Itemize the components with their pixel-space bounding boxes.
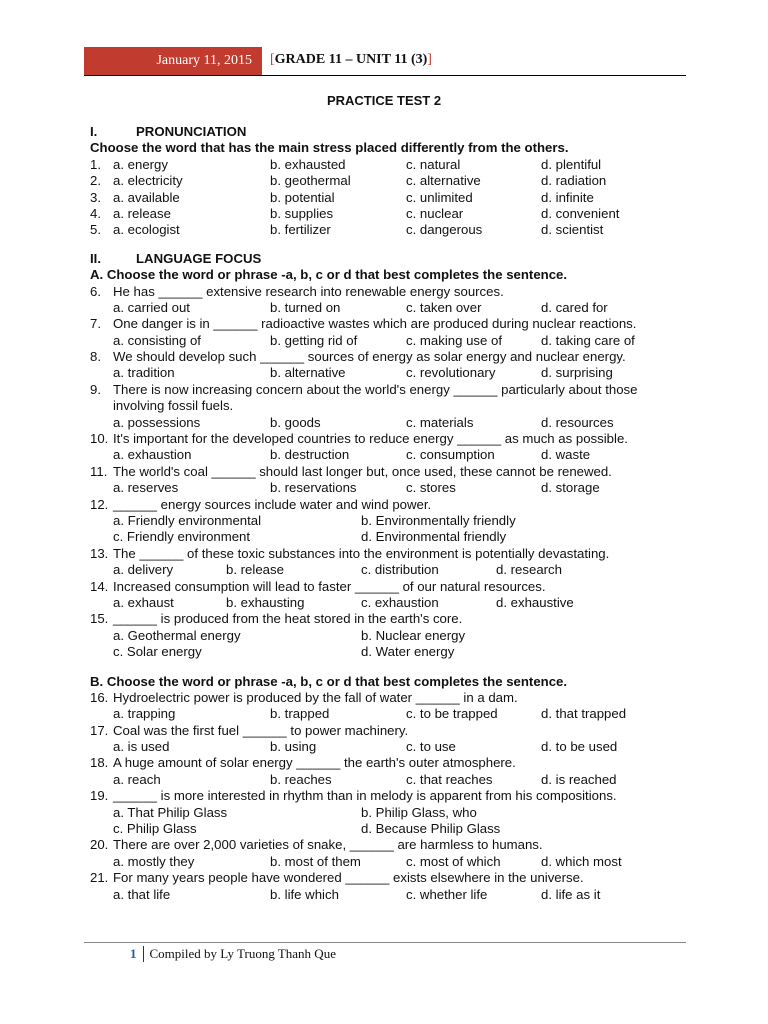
question-number: 11. <box>90 463 108 479</box>
page-header <box>84 47 686 76</box>
option-a: a. reach <box>113 771 161 787</box>
question-number: 7. <box>90 316 101 332</box>
header-title-block <box>270 52 432 68</box>
footer-credit: Compiled by Ly Truong Thanh Que <box>149 946 336 961</box>
question-stem <box>90 579 680 595</box>
option-b: b. Philip Glass, who <box>361 804 477 820</box>
option-b: b. reservations <box>270 480 357 496</box>
options-row <box>90 706 680 722</box>
section-number: II. <box>90 250 101 266</box>
option-a: a. available <box>113 189 180 205</box>
question-stem <box>90 316 680 332</box>
page-footer <box>130 946 336 962</box>
question-stem <box>90 755 680 771</box>
question-number: 16. <box>90 689 109 705</box>
option-b: b. getting rid of <box>270 332 358 348</box>
options-row <box>90 772 680 788</box>
option-b: b. Nuclear energy <box>361 627 466 643</box>
option-a: a. that life <box>113 886 171 902</box>
question-number: 13. <box>90 545 109 561</box>
question-number: 1. <box>90 156 101 172</box>
option-a: a. possessions <box>113 414 201 430</box>
question-number: 20. <box>90 837 109 853</box>
option-a: a. ecologist <box>113 222 180 238</box>
option-b: b. exhausted <box>270 156 346 172</box>
question-stem <box>90 611 680 627</box>
option-c: c. Friendly environment <box>113 529 251 545</box>
question-stem <box>90 497 680 513</box>
question-row <box>90 157 680 173</box>
question-text: We should develop such ______ sources of energy as solar energy and nuclear energy. <box>113 349 626 365</box>
bracket-open: [ <box>270 52 275 67</box>
options-row <box>90 333 680 349</box>
section-title: PRONUNCIATION <box>136 124 247 139</box>
option-d: d. waste <box>541 447 591 463</box>
question-row <box>90 206 680 222</box>
options-row <box>90 644 680 660</box>
question-text: A huge amount of solar energy ______ the earth's outer atmosphere. <box>113 755 516 771</box>
question-text: For many years people have wondered ______ exists elsewhere in the universe. <box>113 870 584 886</box>
option-d: d. life as it <box>541 886 601 902</box>
option-d: d. research <box>496 562 562 578</box>
option-c: c. unlimited <box>406 189 473 205</box>
option-c: c. dangerous <box>406 222 483 238</box>
question-stem <box>90 870 680 886</box>
option-d: d. convenient <box>541 205 620 221</box>
section-heading <box>90 124 680 140</box>
option-b: b. life which <box>270 886 339 902</box>
question-text: ______ is more interested in rhythm than in melody is apparent from his compositions. <box>113 788 617 804</box>
option-c: c. making use of <box>406 332 503 348</box>
question-number: 17. <box>90 722 109 738</box>
option-d: d. that trapped <box>541 706 627 722</box>
option-d: d. cared for <box>541 299 608 315</box>
question-row <box>90 190 680 206</box>
question-number: 12. <box>90 496 109 512</box>
question-text: He has ______ extensive research into renewable energy sources. <box>113 283 504 299</box>
options-row <box>90 480 680 496</box>
question-number: 4. <box>90 205 101 221</box>
option-d: d. radiation <box>541 173 607 189</box>
question-text: ______ is produced from the heat stored in the earth's core. <box>113 611 463 627</box>
option-d: d. exhaustive <box>496 594 574 610</box>
option-c: c. exhaustion <box>361 594 439 610</box>
question-stem <box>90 723 680 739</box>
test-content <box>90 124 680 903</box>
option-c: c. Solar energy <box>113 644 202 660</box>
option-a: a. energy <box>113 156 168 172</box>
header-title: GRADE 11 – UNIT 11 (3) <box>274 52 428 67</box>
question-stem <box>90 349 680 365</box>
question-number: 15. <box>90 611 109 627</box>
question-row <box>90 173 680 189</box>
option-b: b. most of them <box>270 853 361 869</box>
question-stem <box>90 382 680 398</box>
option-a: a. carried out <box>113 299 190 315</box>
option-d: d. is reached <box>541 771 617 787</box>
question-number: 21. <box>90 870 109 886</box>
option-b: b. supplies <box>270 205 334 221</box>
option-c: c. most of which <box>406 853 501 869</box>
question-stem-continued <box>90 398 680 414</box>
option-d: d. Environmental friendly <box>361 529 507 545</box>
question-text: ______ energy sources include water and wind power. <box>113 496 432 512</box>
option-a: a. That Philip Glass <box>113 804 228 820</box>
option-b: b. fertilizer <box>270 222 331 238</box>
option-b: b. geothermal <box>270 173 351 189</box>
option-a: a. mostly they <box>113 853 195 869</box>
option-c: c. to use <box>406 739 456 755</box>
question-number: 10. <box>90 431 109 447</box>
options-row <box>90 854 680 870</box>
option-c: c. consumption <box>406 447 495 463</box>
option-a: a. is used <box>113 739 170 755</box>
option-d: d. storage <box>541 480 600 496</box>
question-stem <box>90 837 680 853</box>
question-number: 18. <box>90 755 109 771</box>
footer-divider <box>84 942 686 943</box>
option-a: a. tradition <box>113 365 175 381</box>
option-a: a. exhaust <box>113 594 174 610</box>
option-d: d. surprising <box>541 365 613 381</box>
test-title: PRACTICE TEST 2 <box>326 93 442 108</box>
options-row <box>90 415 680 431</box>
question-text: The world's coal ______ should last longer but, once used, these cannot be renewed. <box>113 463 612 479</box>
option-c: c. nuclear <box>406 205 464 221</box>
option-b: b. exhausting <box>226 594 305 610</box>
option-a: a. Geothermal energy <box>113 627 241 643</box>
option-a: a. delivery <box>113 562 174 578</box>
question-stem <box>90 431 680 447</box>
question-number: 19. <box>90 788 109 804</box>
section-heading <box>90 251 680 267</box>
option-c: c. that reaches <box>406 771 493 787</box>
options-row <box>90 628 680 644</box>
options-row <box>90 821 680 837</box>
question-text: Coal was the first fuel ______ to power machinery. <box>113 722 409 738</box>
option-a: a. consisting of <box>113 332 201 348</box>
option-c: c. natural <box>406 156 461 172</box>
question-text-continued: involving fossil fuels. <box>113 398 234 414</box>
question-text: It's important for the developed countries to reduce energy ______ as much as possible. <box>113 431 628 447</box>
option-d: d. Because Philip Glass <box>361 821 501 837</box>
section-number: I. <box>90 124 98 139</box>
option-c: c. revolutionary <box>406 365 496 381</box>
question-text: Increased consumption will lead to faster ______ of our natural resources. <box>113 578 546 594</box>
option-c: c. taken over <box>406 299 482 315</box>
option-d: d. to be used <box>541 739 618 755</box>
option-b: b. potential <box>270 189 335 205</box>
section-title: LANGUAGE FOCUS <box>136 250 262 266</box>
option-d: d. Water energy <box>361 644 455 660</box>
option-c: c. Philip Glass <box>113 821 197 837</box>
bracket-close: ] <box>427 52 432 67</box>
question-stem <box>90 546 680 562</box>
option-a: a. electricity <box>113 173 183 189</box>
question-stem <box>90 464 680 480</box>
options-row <box>90 595 680 611</box>
option-b: b. alternative <box>270 365 346 381</box>
option-b: b. reaches <box>270 771 332 787</box>
question-text: There is now increasing concern about the world's energy ______ particularly about those <box>113 381 638 397</box>
question-number: 6. <box>90 283 101 299</box>
options-row <box>90 805 680 821</box>
question-number: 8. <box>90 349 101 365</box>
option-b: b. goods <box>270 414 321 430</box>
option-a: a. release <box>113 205 171 221</box>
option-b: b. destruction <box>270 447 350 463</box>
options-row <box>90 513 680 529</box>
option-b: b. Environmentally friendly <box>361 512 516 528</box>
option-d: d. scientist <box>541 222 604 238</box>
question-number: 9. <box>90 381 101 397</box>
question-number: 3. <box>90 189 101 205</box>
part-b-instruction: B. Choose the word or phrase -a, b, c or d that best completes the sentence. <box>90 673 568 689</box>
options-row <box>90 447 680 463</box>
options-row <box>90 739 680 755</box>
option-a: a. reserves <box>113 480 179 496</box>
page-number: 1 <box>130 946 144 962</box>
question-number: 5. <box>90 222 101 238</box>
options-row <box>90 887 680 903</box>
option-d: d. plentiful <box>541 156 602 172</box>
part-a-instruction: A. Choose the word or phrase -a, b, c or d that best completes the sentence. <box>90 267 568 283</box>
question-number: 14. <box>90 578 109 594</box>
option-d: d. which most <box>541 853 622 869</box>
question-row <box>90 222 680 238</box>
question-stem <box>90 284 680 300</box>
option-d: d. taking care of <box>541 332 635 348</box>
options-row <box>90 562 680 578</box>
option-c: c. materials <box>406 414 474 430</box>
question-text: Hydroelectric power is produced by the fall of water ______ in a dam. <box>113 689 518 705</box>
option-a: a. Friendly environmental <box>113 512 262 528</box>
option-c: c. alternative <box>406 173 481 189</box>
options-row <box>90 365 680 381</box>
option-b: b. using <box>270 739 317 755</box>
question-number: 2. <box>90 173 101 189</box>
question-text: The ______ of these toxic substances into the environment is potentially devastating. <box>113 545 610 561</box>
question-stem <box>90 690 680 706</box>
question-text: One danger is in ______ radioactive wastes which are produced during nuclear reactions. <box>113 316 637 332</box>
instruction: Choose the word that has the main stress placed differently from the others. <box>90 140 569 156</box>
option-a: a. exhaustion <box>113 447 192 463</box>
option-c: c. whether life <box>406 886 488 902</box>
options-row <box>90 529 680 545</box>
option-c: c. stores <box>406 480 456 496</box>
option-b: b. trapped <box>270 706 330 722</box>
question-text: There are over 2,000 varieties of snake, ______ are harmless to humans. <box>113 837 543 853</box>
option-d: d. infinite <box>541 189 594 205</box>
option-d: d. resources <box>541 414 614 430</box>
option-c: c. to be trapped <box>406 706 498 722</box>
option-c: c. distribution <box>361 562 439 578</box>
header-date: January 11, 2015 <box>84 47 262 75</box>
option-a: a. trapping <box>113 706 176 722</box>
options-row <box>90 300 680 316</box>
question-stem <box>90 788 680 804</box>
option-b: b. turned on <box>270 299 341 315</box>
option-b: b. release <box>226 562 284 578</box>
